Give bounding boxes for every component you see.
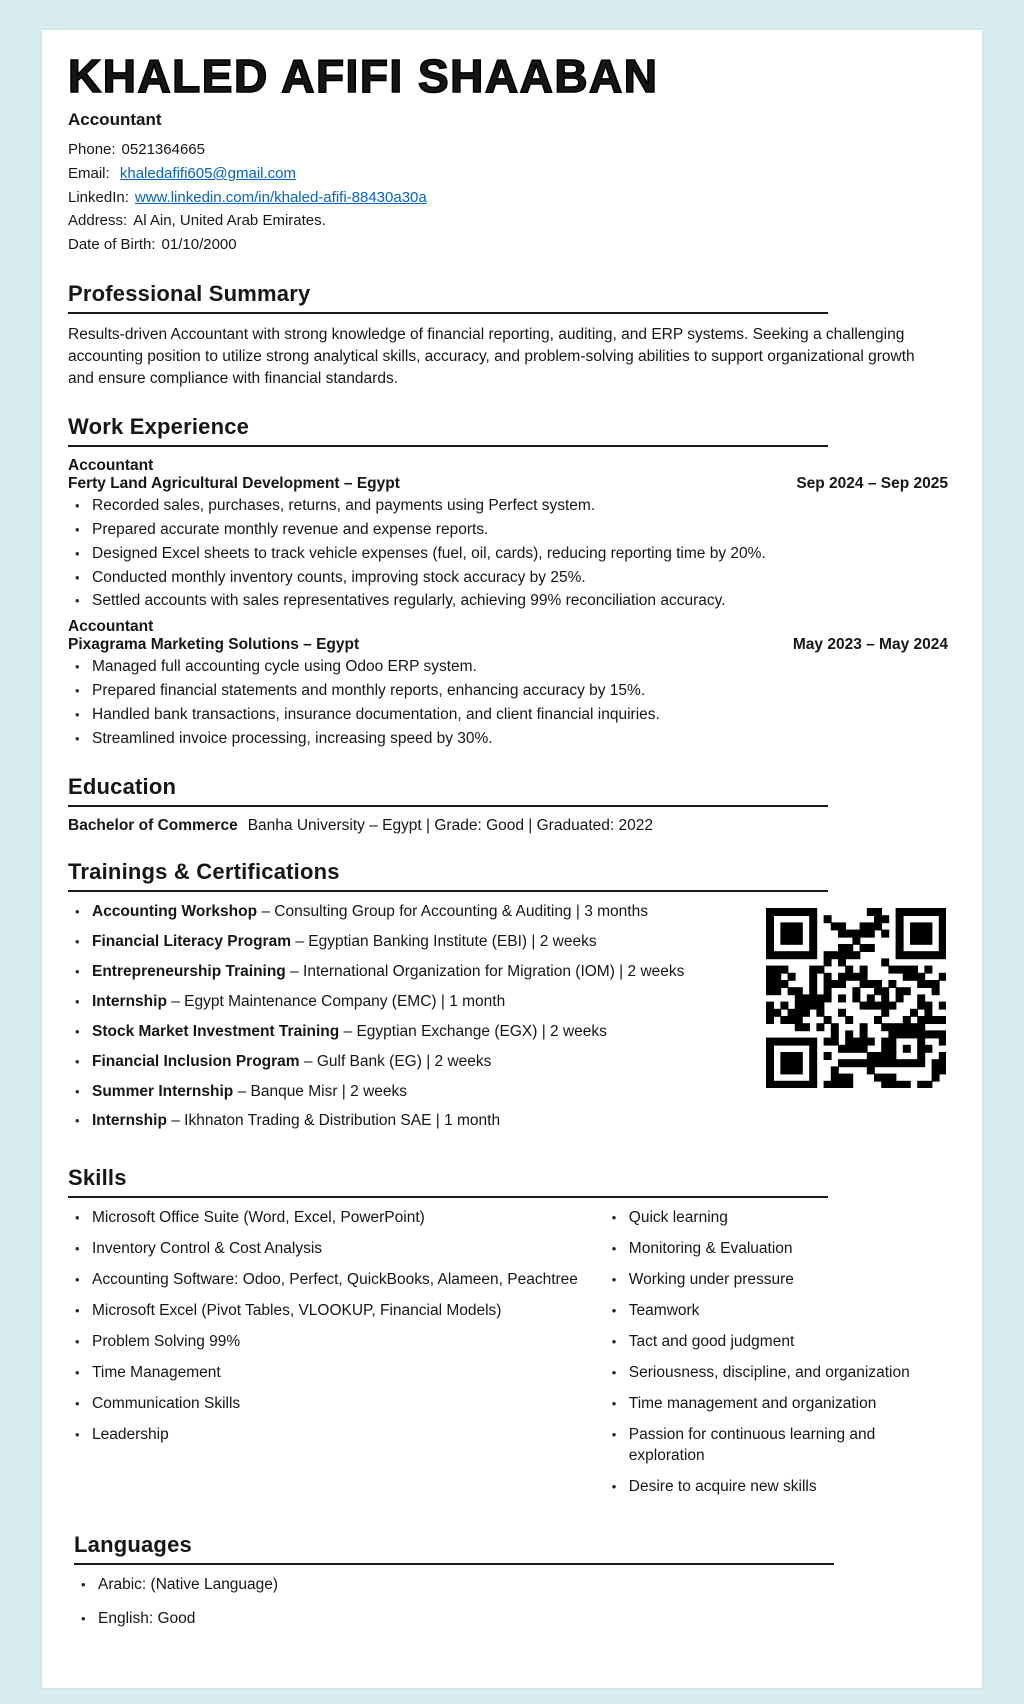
job-bullet-list	[68, 657, 948, 750]
job-bullet-list	[68, 496, 948, 613]
skill-item: • Desire to acquire new skills	[605, 1477, 948, 1498]
trainings-heading: Trainings & Certifications	[68, 859, 340, 885]
training-item	[68, 902, 746, 923]
education-heading: Education	[68, 774, 177, 800]
contact-block	[68, 138, 948, 256]
section-education	[68, 774, 948, 835]
skill-item: • Inventory Control & Cost Analysis	[68, 1239, 605, 1260]
job-bullet: • Streamlined invoice processing, increasing speed by 30%.	[68, 729, 948, 750]
contact-phone	[68, 138, 948, 162]
job-dates: Sep 2024 – Sep 2025	[796, 474, 948, 492]
job-bullet: • Recorded sales, purchases, returns, and payments using Perfect system.	[68, 496, 948, 517]
training-title: Stock Market Investment Training	[92, 1022, 340, 1040]
training-detail: – Banque Misr | 2 weeks	[237, 1082, 408, 1100]
training-detail: – Ikhnaton Trading & Distribution SAE | 1 month	[171, 1112, 501, 1130]
training-title: Financial Inclusion Program	[92, 1052, 300, 1070]
training-detail: – Egypt Maintenance Company (EMC) | 1 month	[171, 992, 506, 1010]
trainings-body	[68, 902, 948, 1141]
education-details: Banha University – Egypt | Grade: Good | Graduated: 2022	[247, 817, 653, 835]
job-bullet: • Prepared accurate monthly revenue and expense reports.	[68, 520, 948, 541]
job-bullet: • Settled accounts with sales representatives regularly, achieving 99% reconciliation accuracy.	[68, 591, 948, 612]
contact-dob	[68, 233, 948, 257]
training-title: Financial Literacy Program	[92, 932, 291, 950]
resume-header	[68, 52, 948, 257]
section-skills	[68, 1165, 948, 1507]
job-company-row	[68, 636, 948, 654]
job-bullet: • Conducted monthly inventory counts, improving stock accuracy by 25%.	[68, 568, 948, 589]
language-item: • English: Good	[74, 1609, 948, 1630]
section-languages	[68, 1532, 948, 1630]
experience-heading: Work Experience	[68, 413, 250, 439]
contact-linkedin	[68, 186, 948, 210]
job-bullet: • Handled bank transactions, insurance documentation, and client financial inquiries.	[68, 705, 948, 726]
skill-item: • Monitoring & Evaluation	[605, 1239, 948, 1260]
job-bullet: • Designed Excel sheets to track vehicle expenses (fuel, oil, cards), reducing reporting time by 20%.	[68, 544, 948, 565]
contact-email	[68, 162, 948, 186]
job-entry	[68, 457, 948, 613]
education-line	[68, 817, 948, 835]
address-value: Al Ain, United Arab Emirates.	[133, 212, 326, 230]
skill-item: • Seriousness, discipline, and organization	[605, 1363, 948, 1384]
skill-item: • Microsoft Excel (Pivot Tables, VLOOKUP, Financial Models)	[68, 1301, 605, 1322]
skill-item: • Microsoft Office Suite (Word, Excel, PowerPoint)	[68, 1208, 605, 1229]
trainings-rule	[68, 890, 828, 892]
training-detail: – Egyptian Exchange (EGX) | 2 weeks	[343, 1022, 607, 1040]
job-entry	[68, 618, 948, 750]
education-degree: Bachelor of Commerce	[68, 817, 238, 835]
skill-item: • Passion for continuous learning and exploration	[605, 1425, 948, 1467]
section-work-experience	[68, 414, 948, 750]
skill-item: • Quick learning	[605, 1208, 948, 1229]
training-title: Internship	[92, 992, 167, 1010]
skill-item: • Problem Solving 99%	[68, 1332, 605, 1353]
training-detail: – Egyptian Banking Institute (EBI) | 2 weeks	[295, 932, 597, 950]
training-item	[68, 962, 746, 983]
training-title: Entrepreneurship Training	[92, 962, 286, 980]
summary-text: Results-driven Accountant with strong knowledge of financial reporting, auditing, and ERP systems. Seeking a challenging accounting position to utilize strong analytical skills, accuracy, and problem-solving abilities to support organizational growth and ensure compliance with financial standards.	[68, 325, 915, 387]
skills-rule	[68, 1196, 828, 1198]
section-professional-summary	[68, 281, 948, 390]
training-item	[68, 1111, 746, 1132]
languages-heading: Languages	[74, 1531, 192, 1557]
contact-address	[68, 209, 948, 233]
skills-right-column	[605, 1208, 948, 1507]
linkedin-link[interactable]: www.linkedin.com/in/khaled-afifi-88430a30a	[134, 188, 427, 206]
training-item	[68, 1052, 746, 1073]
skill-item: • Teamwork	[605, 1301, 948, 1322]
resume-page	[42, 30, 982, 1688]
languages-rule	[74, 1563, 834, 1565]
training-title: Accounting Workshop	[92, 903, 258, 921]
job-role: Accountant	[68, 456, 154, 474]
skills-left-column	[68, 1208, 605, 1507]
trainings-list	[68, 902, 746, 1141]
email-label: Email:	[68, 164, 110, 182]
training-item	[68, 992, 746, 1013]
skill-item: • Tact and good judgment	[605, 1332, 948, 1353]
skill-item: • Time management and organization	[605, 1394, 948, 1415]
training-item	[68, 1022, 746, 1043]
qr-code	[766, 908, 946, 1088]
job-bullet: • Prepared financial statements and monthly reports, enhancing accuracy by 15%.	[68, 681, 948, 702]
summary-rule	[68, 312, 828, 314]
education-rule	[68, 805, 828, 807]
section-trainings	[68, 859, 948, 1141]
dob-label: Date of Birth:	[68, 236, 156, 254]
summary-heading: Professional Summary	[68, 280, 311, 306]
training-title: Summer Internship	[92, 1082, 234, 1100]
job-company: Pixagrama Marketing Solutions – Egypt	[68, 636, 360, 654]
skill-item: • Working under pressure	[605, 1270, 948, 1291]
dob-value: 01/10/2000	[161, 236, 237, 254]
email-link[interactable]: khaledafifi605@gmail.com	[119, 164, 297, 182]
training-item	[68, 932, 746, 953]
training-detail: – Consulting Group for Accounting & Auditing | 3 months	[261, 903, 648, 921]
training-item	[68, 1082, 746, 1103]
job-company-row	[68, 475, 948, 493]
candidate-name: KHALED AFIFI SHAABAN	[68, 50, 659, 102]
phone-value: 0521364665	[121, 141, 205, 159]
job-bullet: • Managed full accounting cycle using Odoo ERP system.	[68, 657, 948, 678]
job-role: Accountant	[68, 618, 154, 636]
skills-columns	[68, 1208, 948, 1507]
job-dates: May 2023 – May 2024	[792, 636, 948, 654]
skill-item: • Communication Skills	[68, 1394, 605, 1415]
language-item: • Arabic: (Native Language)	[74, 1575, 948, 1596]
training-detail: – International Organization for Migration (IOM) | 2 weeks	[290, 962, 685, 980]
skill-item: • Time Management	[68, 1363, 605, 1384]
job-company: Ferty Land Agricultural Development – Egypt	[68, 474, 400, 492]
skill-item: • Leadership	[68, 1425, 605, 1446]
linkedin-label: LinkedIn:	[68, 188, 129, 206]
skills-heading: Skills	[68, 1165, 127, 1191]
languages-list	[74, 1575, 948, 1630]
training-detail: – Gulf Bank (EG) | 2 weeks	[303, 1052, 492, 1070]
candidate-job-title: Accountant	[68, 110, 162, 130]
training-title: Internship	[92, 1112, 167, 1130]
address-label: Address:	[68, 212, 128, 230]
experience-rule	[68, 445, 828, 447]
skill-item: • Accounting Software: Odoo, Perfect, QuickBooks, Alameen, Peachtree	[68, 1270, 605, 1291]
phone-label: Phone:	[68, 141, 116, 159]
